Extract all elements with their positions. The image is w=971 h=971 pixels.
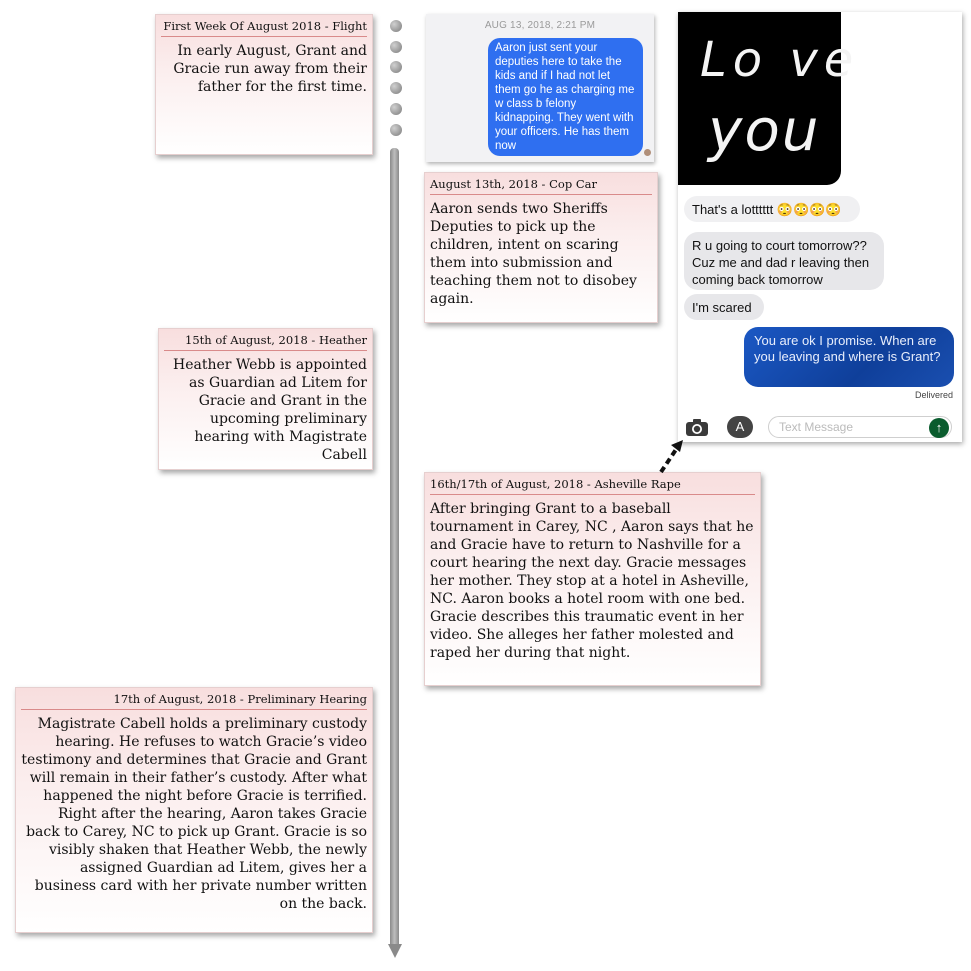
event-header: 17th of August, 2018 - Preliminary Hearing — [21, 692, 367, 710]
event-card-hearing — [15, 687, 373, 933]
handwriting-line-2: you — [708, 96, 821, 164]
message-screenshot-deputies — [426, 14, 654, 162]
message-input-bar — [678, 412, 962, 442]
sent-message-bubble: Aaron just sent your deputies here to take the kids and if I had not let them go he as charging me w class b felony kidnapping. They went with your officers. He has them now — [488, 38, 643, 156]
event-header: First Week Of August 2018 - Flight — [161, 19, 367, 37]
event-header: 16th/17th of August, 2018 - Asheville Rape — [430, 477, 755, 495]
event-text: After bringing Grant to a baseball tournament in Carey, NC , Aaron says that he and Gracie have to return to Nashville for a court hearing the next day. Gracie messages her mother. They stop at a hotel in Asheville, NC. Aaron books a hotel room with one bed. Gracie describes this traumatic event in her video. She alleges her father molested and raped her during that night. — [430, 501, 754, 661]
timeline-arrowhead — [388, 944, 402, 958]
timeline-dot — [390, 20, 402, 32]
received-message-bubble: I'm scared — [684, 294, 764, 320]
event-text: Magistrate Cabell holds a preliminary custody hearing. He refuses to watch Gracie’s video testimony and determines that Gracie and Grant will remain in their father’s custody. After what happened the night before Gracie is terrified. Right after the hearing, Aaron takes Gracie back to Carey, NC to pick up Grant. Gracie is so visibly shaken that Heather Webb, the newly assigned Guardian ad Litem, gives her a business card with her private number written on the back. — [21, 716, 367, 912]
message-input[interactable]: Text Message — [768, 416, 952, 438]
event-text: In early August, Grant and Gracie run away from their father for the first time. — [173, 43, 367, 95]
timeline-dot — [390, 82, 402, 94]
sent-message-bubble: You are ok I promise. When are you leaving and where is Grant? — [744, 327, 954, 387]
event-card-asheville — [424, 472, 761, 686]
received-message-bubble: R u going to court tomorrow?? Cuz me and dad r leaving then coming back tomorrow — [684, 232, 884, 290]
handwriting-drawing — [678, 12, 860, 185]
event-card-heather — [158, 328, 373, 470]
timeline-dot — [390, 61, 402, 73]
camera-icon[interactable] — [685, 417, 709, 442]
handwriting-line-1: Lo ve — [700, 32, 860, 88]
app-store-icon[interactable]: A — [727, 416, 753, 438]
send-arrow-icon[interactable]: ↑ — [929, 418, 949, 438]
event-header: August 13th, 2018 - Cop Car — [430, 177, 652, 195]
handwritten-love-you-image — [678, 12, 860, 185]
event-card-cop-car — [424, 172, 658, 323]
message-timestamp: AUG 13, 2018, 2:21 PM — [484, 20, 596, 31]
timeline-line — [390, 148, 399, 948]
timeline-dot — [390, 124, 402, 136]
event-header: 15th of August, 2018 - Heather — [164, 333, 367, 351]
event-text: Heather Webb is appointed as Guardian ad Litem for Gracie and Grant in the upcoming preliminary hearing with Magistrate Cabell — [173, 357, 367, 463]
event-card-flight — [155, 14, 373, 155]
delivered-status: Delivered — [914, 390, 953, 400]
timeline-dot — [390, 41, 402, 53]
timeline-dot — [390, 103, 402, 115]
event-text: Aaron sends two Sheriffs Deputies to pick up the children, intent on scaring them into submission and teaching them not to disobey again. — [430, 201, 637, 307]
phone-screenshot-messages — [678, 12, 962, 442]
dashed-connector-arrow — [655, 440, 695, 476]
received-message-bubble: That's a lotttttt 😳😳😳😳 — [684, 196, 860, 222]
avatar — [644, 149, 651, 156]
